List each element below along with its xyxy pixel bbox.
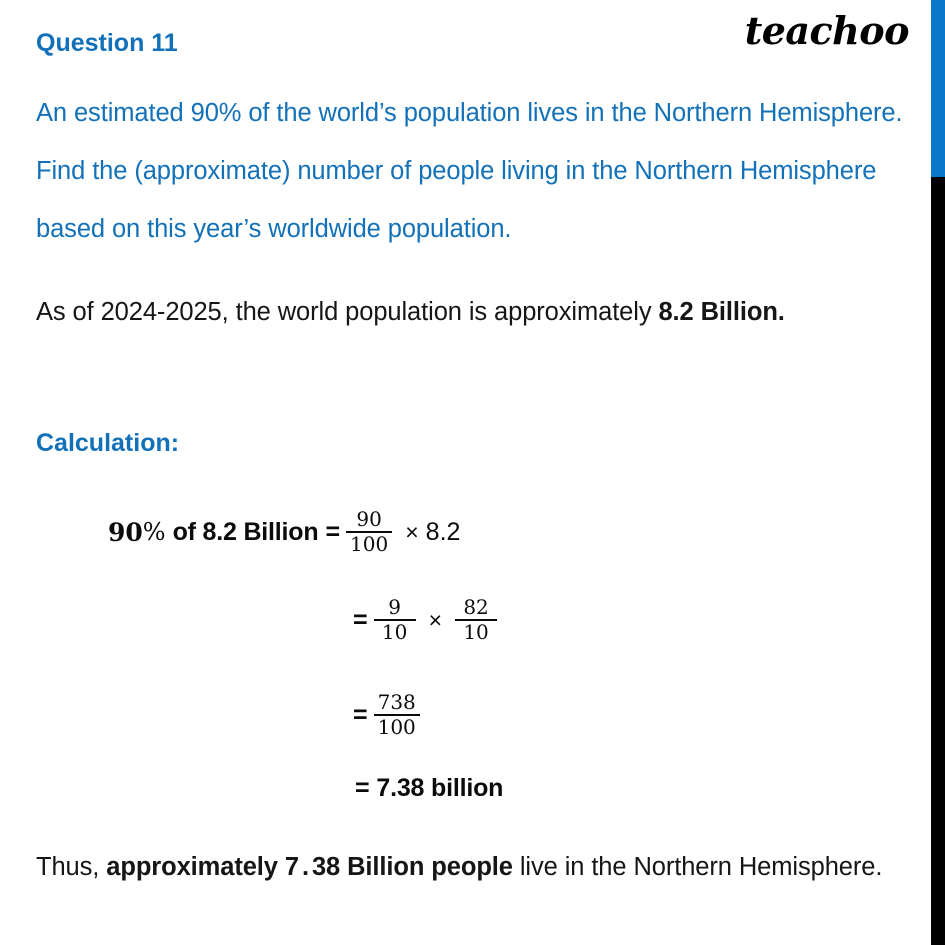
step3-fraction-numerator: 738	[377, 690, 416, 714]
conclusion-highlight-dot: .	[301, 853, 309, 881]
calc-step-2	[353, 597, 503, 643]
step1-fraction-denominator: 100	[350, 532, 389, 556]
step2-left-numerator: 9	[388, 595, 401, 619]
page-edge-decoration	[931, 0, 945, 945]
conclusion-text	[36, 838, 916, 896]
edge-bar-blue	[931, 0, 945, 177]
step1-fraction-numerator: 90	[356, 507, 382, 531]
step2-right-denominator: 10	[463, 620, 489, 644]
step2-right-numerator: 82	[463, 595, 489, 619]
step1-operand: 8.2	[425, 517, 461, 546]
step1-equals-sign: =	[325, 517, 341, 546]
conclusion-prefix: Thus,	[36, 853, 107, 881]
step4-equals-sign: =	[355, 774, 370, 802]
step1-of-text: of 8.2 Billion	[172, 517, 319, 546]
step4-result-value: 7.38 billion	[376, 774, 504, 802]
conclusion-suffix: live in the Northern Hemisphere.	[512, 853, 883, 881]
step1-multiply-icon: ×	[405, 518, 419, 545]
step2-left-denominator: 10	[381, 620, 408, 644]
step3-equals-sign: =	[353, 700, 368, 729]
conclusion-highlight-a: approximately 7	[106, 853, 299, 881]
calc-step-3	[353, 692, 426, 738]
step2-fraction-right	[455, 597, 497, 643]
step1-percent-sign: %	[142, 518, 166, 546]
step3-fraction	[374, 692, 420, 738]
question-body-text: An estimated 90% of the world’s population lives in the Northern Hemisphere. Find the (approximate) number of people living in the Northern Hemisphere based on this year’s worldwide population.	[36, 99, 903, 243]
conclusion-highlight-b: 38 Billion people	[311, 853, 513, 881]
step2-equals-sign: =	[353, 605, 368, 634]
world-population-fact	[36, 298, 916, 326]
fact-value-text: 8.2 Billion.	[658, 298, 785, 326]
step3-fraction-denominator: 100	[377, 715, 416, 739]
question-title: Question 11	[36, 29, 178, 57]
step1-percent-number: 90	[108, 517, 143, 547]
calc-step-1	[108, 509, 460, 555]
calculation-heading: Calculation:	[36, 429, 180, 457]
step2-fraction-left	[374, 597, 416, 643]
step1-fraction	[346, 509, 392, 555]
edge-bar-black	[931, 177, 945, 945]
teachoo-logo: teachoo	[744, 8, 909, 53]
fact-prefix-text: As of 2024-2025, the world population is approximately	[36, 298, 659, 326]
step2-multiply-icon: ×	[428, 606, 443, 633]
calc-step-4-result	[355, 774, 503, 803]
